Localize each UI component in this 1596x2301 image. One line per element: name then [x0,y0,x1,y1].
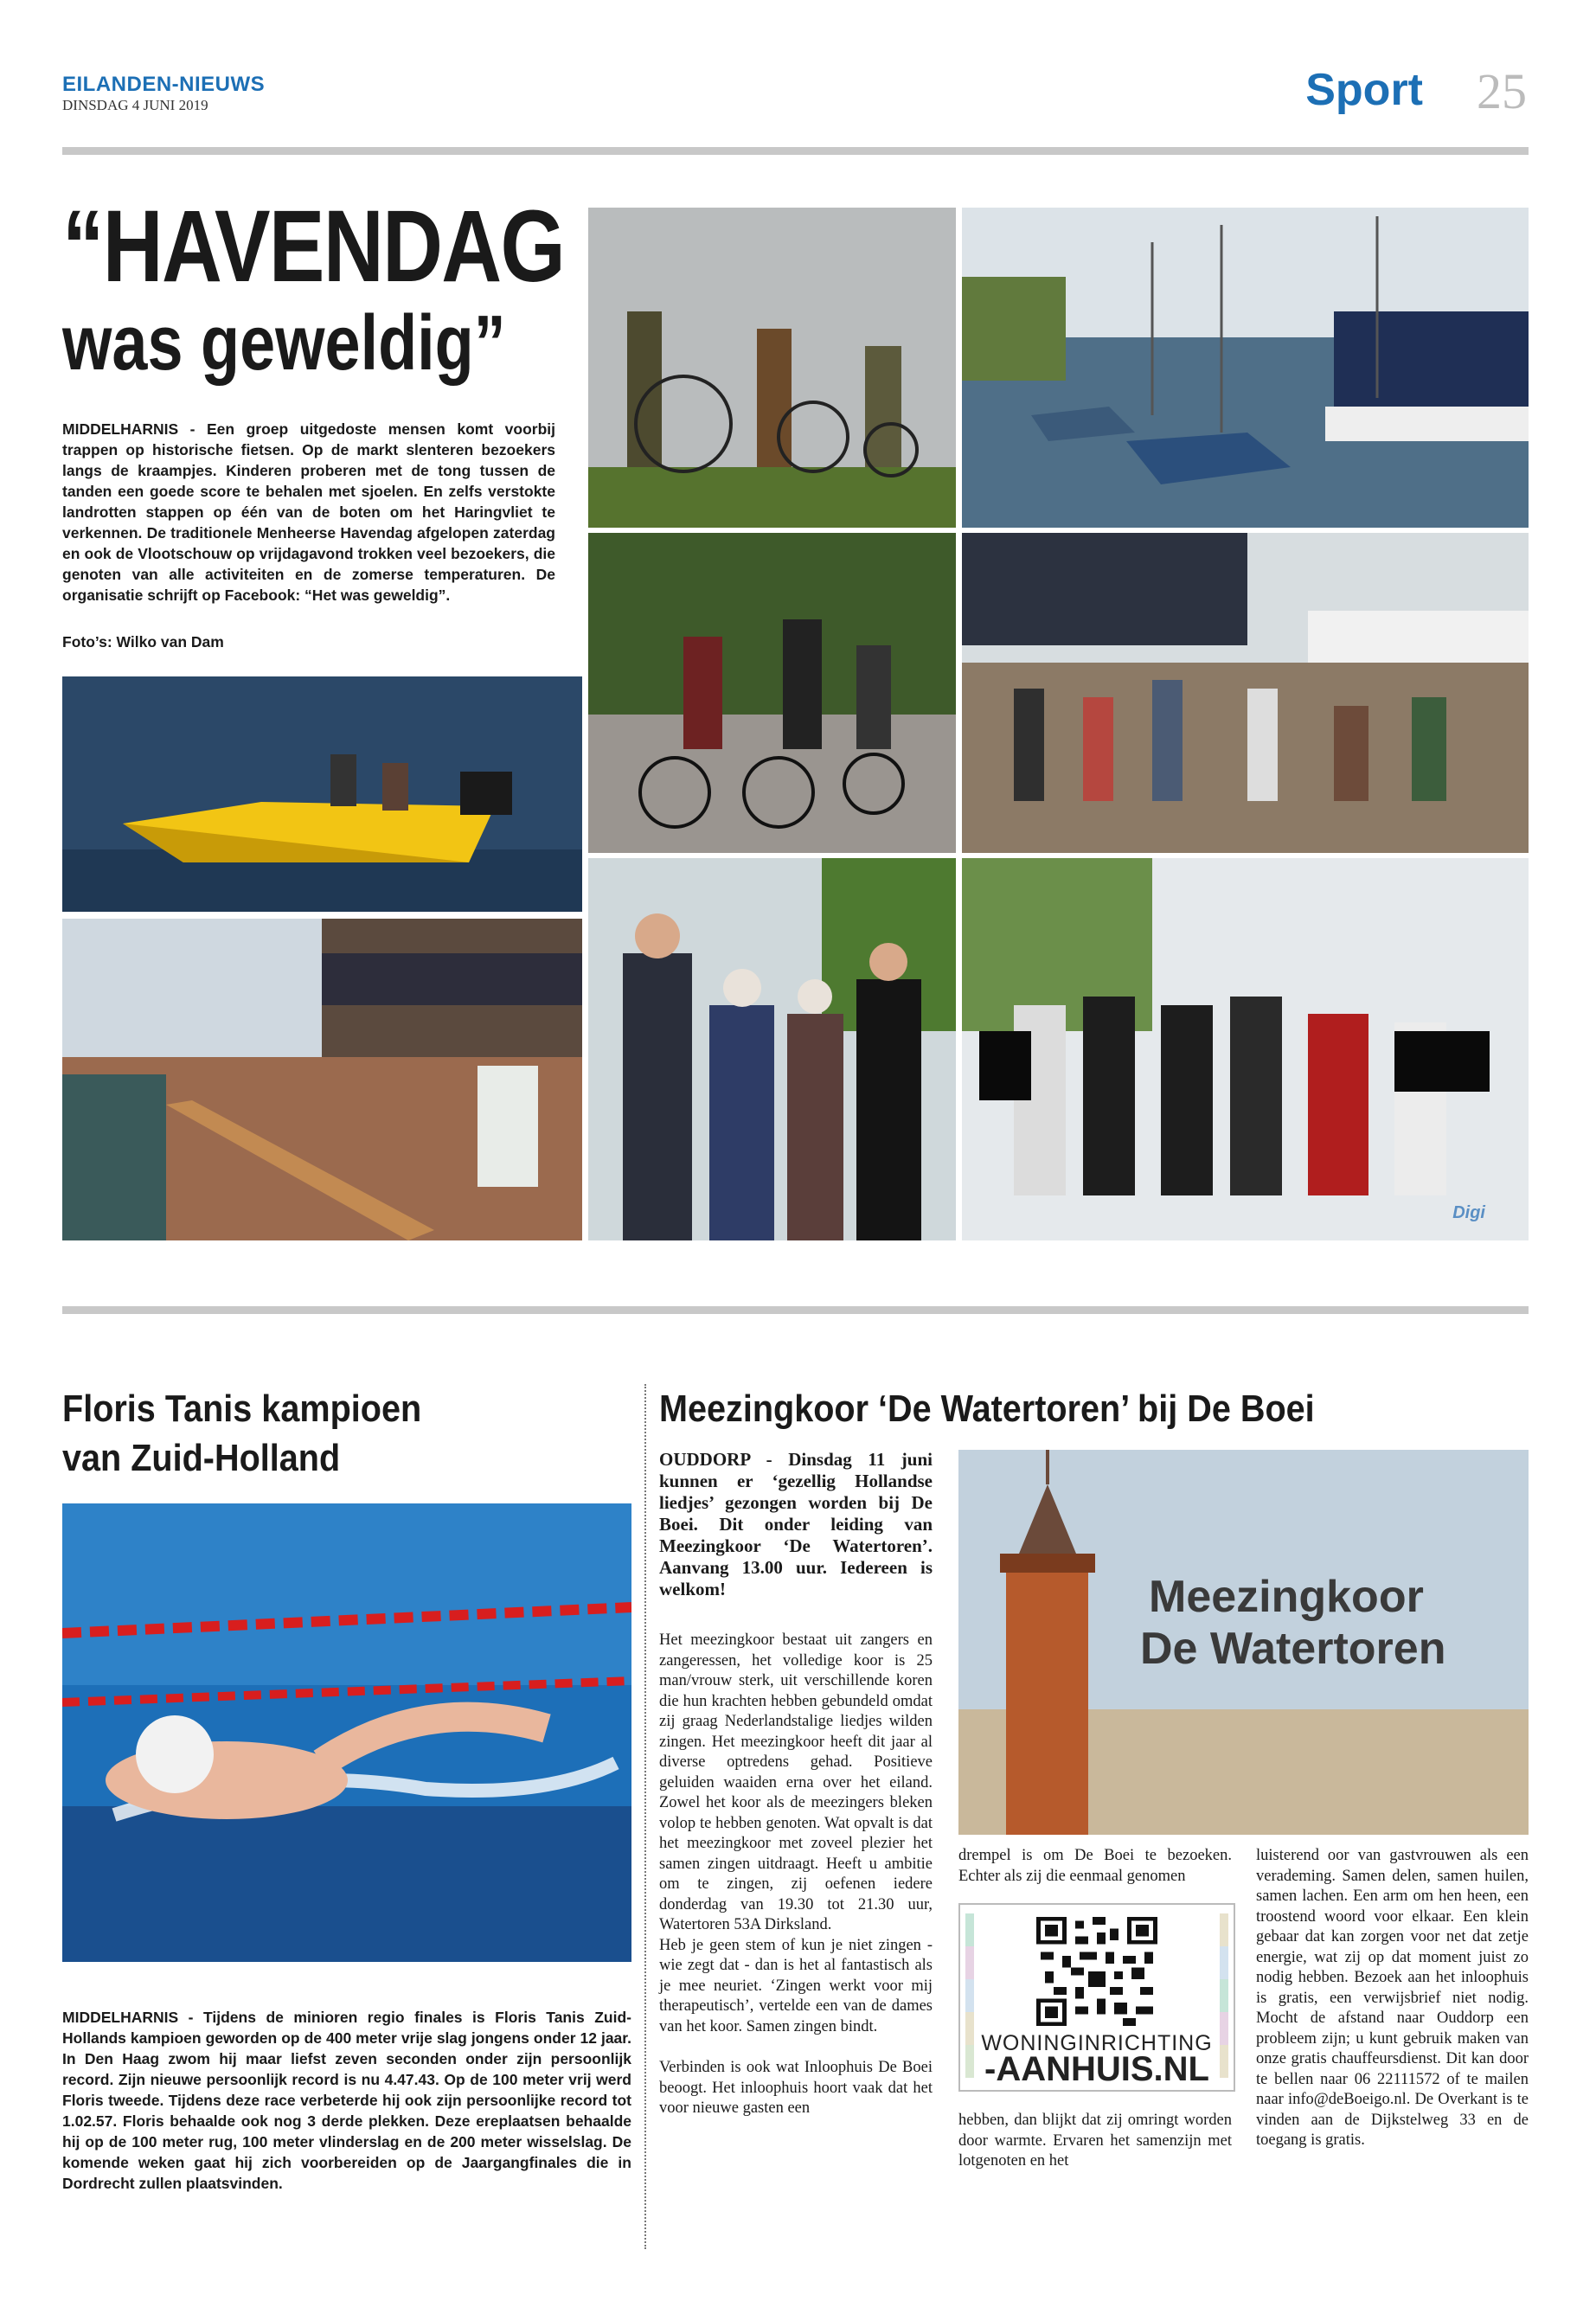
column-divider [644,1384,646,2249]
photo-costumed-group [588,858,956,1240]
issue-date: DINSDAG 4 JUNI 2019 [62,97,208,113]
photo-penny-farthing-riders [588,208,956,528]
meezingkoor-col1 [659,1631,933,2119]
meezingkoor-col1-p3: Verbinden is ook wat Inloophuis De Boei beoogt. Het inloophuis hoort vaak dat het voor nieuwe gasten een [659,2059,933,2117]
masthead-logo: EILANDEN-NIEUWS [62,73,266,96]
poster-text-line2: De Watertoren [1140,1624,1446,1674]
meezingkoor-col3: luisterend oor van gastvrouwen als een verademing. Samen delen, samen huilen, samen lachen. Een arm om hen heen, een troostend woord voor elkaar. Een klein gebaar dat kan zorgen voor net dat zetje energie, wat zij op dat moment juist zo nodig hebben. Bezoek aan het inloophuis is gratis, een verwijsbrief niet nodig. Mocht de afstand naar Ouddorp een probleem zijn; u kunt gebruik maken van onze gratis chauffeursdienst. Dit kan door te bellen naar 06 22111572 of te mailen naar info@deBoeigo.nl. De Overkant is te vinden aan de Dijkstelweg 33 en de toegang is gratis. [1256,1847,1529,2149]
photo-street-shuffleboard [62,919,582,1240]
meezingkoor-col2-top: drempel is om De Boei te bezoeken. Echter als zij die eenmaal genomen [958,1847,1232,1885]
floris-title-line2: van Zuid-Holland [62,1437,341,1479]
meezingkoor-col1-p1: Het meezingkoor bestaat uit zangers en zangeressen, het volledige koor is 25 man/vrouw sterk, uit verschillende koren die hun krachten hebben gebundeld omdat zij graag Nederlandstalige liedjes wilden zingen. Het meezingkoor heeft dit jaar al diverse optredens gehad. Positieve geluiden waaiden erna over het eiland. Zowel het koor als de meezingers bleken volop te hebben genoten. Wat opvalt is dat het meezingkoor met zoveel plezier het samen zingen uitdraagt. Heeft u ambitie om te zingen, zij oefenen iedere donderdag van 19.30 tot 21.30 uur, Watertoren 53A Dirksland. [659,1631,933,1933]
meezingkoor-col1-p2: Heb je geen stem of kun je niet zingen - wie zegt dat - dan is het al fantastisch als je mee neuriet. ‘Zingen werkt voor mij therapeutisch’, vertelde een van de dames van het koor. Samen zingen bindt. [659,1936,933,2035]
photo-quay-crowd [962,533,1529,853]
meezingkoor-col2-bottom: hebben, dan blijkt dat zij omringt worden door warmte. Ervaren het samenzijn met lotgenoten en het [958,2112,1232,2170]
ad-line2: -AANHUIS.NL [984,2050,1209,2088]
havendag-headline-2: was geweldig” [62,300,506,387]
floris-title-line1: Floris Tanis kampioen [62,1388,422,1430]
photo-swimmer [62,1503,631,1962]
photo-period-cyclists [588,533,956,853]
photo-watermark: Digi [1452,1203,1485,1222]
havendag-headline-1: “HAVENDAG [62,189,565,304]
ad-woninginrichting[interactable] [958,1903,1235,2092]
photo-harbor-boats [962,208,1529,528]
floris-body: MIDDELHARNIS - Tijdens de minioren regio finales is Floris Tanis Zuid-Hollands kampioen geworden op de 400 meter vrije slag jongens onder 12 jaar. In Den Haag zwom hij maar liefst zeven seconden onder zijn persoonlijk record. Zijn nieuwe persoonlijk record is nu 4.47.43. Op de 100 meter vrij werd Floris tweede. Tijdens deze race verbeterde hij ook zijn persoonlijke record tot 1.02.57. Floris behaalde ook nog 3 derde plekken. Deze ereplaatsen behaalde hij op de 100 meter rug, 100 meter vlinderslag en de 200 meter wisselslag. De komende weken gaat hij zich voorbereiden op de Jaargangfinales die in Dordrecht zullen plaatsvinden. [62,2009,631,2192]
meezingkoor-title: Meezingkoor ‘De Watertoren’ bij De Boei [659,1388,1315,1430]
meezingkoor-lead: OUDDORP - Dinsdag 11 juni kunnen er ‘gezellig Hollandse liedjes’ gezongen worden bij De Boei. Dit onder leiding van Meezingkoor ‘De Watertoren’. Aanvang 13.00 uur. Iedereen is welkom! [659,1449,933,1599]
photo-pirate-singers [962,858,1529,1240]
mid-rule [62,1306,1529,1314]
poster-text-line1: Meezingkoor [1149,1572,1424,1622]
page-number: 25 [1477,63,1527,119]
header-rule [62,147,1529,155]
photo-meezingkoor-poster [958,1450,1529,1835]
qr-code-icon [1036,1917,1157,2026]
photo-yellow-speedboat [62,676,582,912]
ad-line1: WONINGINRICHTING [981,2031,1213,2055]
photo-credit: Foto’s: Wilko van Dam [62,633,224,651]
section-title: Sport [1305,65,1423,115]
havendag-intro: MIDDELHARNIS - Een groep uitgedoste mensen komt voorbij trappen op historische fietsen. Op de markt slenteren bezoekers langs de kraampjes. Kinderen proberen met de tong tussen de tanden een goede score te behalen met sjoelen. En zelfs verstokte landrotten stappen op één van de boten om het Haringvliet te verkennen. De traditionele Menheerse Havendag afgelopen zaterdag en ook de Vlootschouw op vrijdagavond trokken veel bezoekers, die genoten van alle activiteiten en de zomerse temperaturen. De organisatie schrijft op Facebook: “Het was geweldig”. [62,420,555,604]
